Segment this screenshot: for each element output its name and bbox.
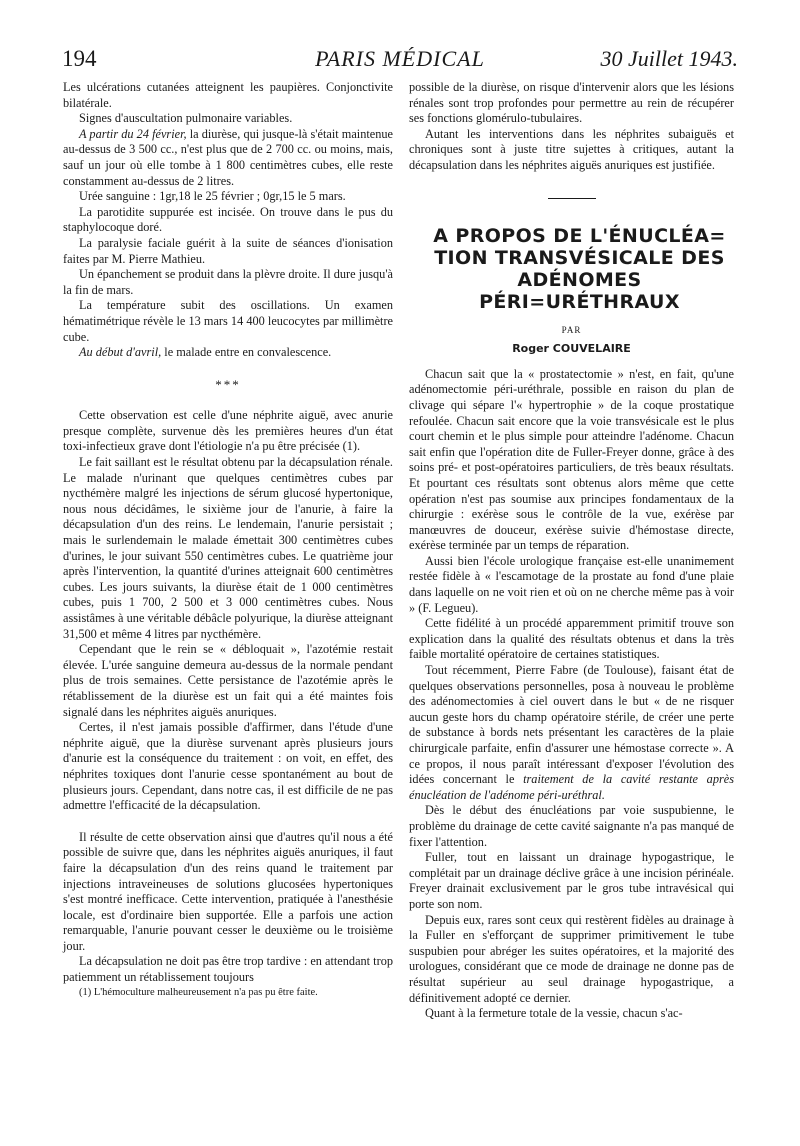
byline-par: PAR xyxy=(561,324,582,335)
article-title-line: PÉRI=URÉTHRAUX xyxy=(479,290,680,313)
paragraph xyxy=(409,663,734,803)
paragraph: Il résulte de cette observation ainsi que d'autres qu'il nous a été possible de suivre que, dans les néphrites aiguës anuriques, il faut faire la décapsulation d'un des reins quand le traitement par injections intraveineuses de solutions glucosées hypertoniques s'est montré inefficace. Cette intervention, pratiquée à l'anesthésie locale, est d'ordinaire bien supportée. Elle a parfois une action remarquable, l'anurie pouvant cesser le deuxième ou le troisième jour. xyxy=(63,829,393,953)
paragraph: Urée sanguine : 1gr,18 le 25 février ; 0gr,15 le 5 mars. xyxy=(79,189,346,204)
paragraph-text: le malade entre en convalescence. xyxy=(161,345,332,360)
paragraph xyxy=(63,345,393,361)
paragraph: Chacun sait que la « prostatectomie » n'est, en fait, qu'une adénomectomie péri-uréthrale, possible en raison du plan de clivage qui sépare l'« hypertrophie » de la coque prostatique refoulée. Chacun sait encore que la voie transvésicale est le plus court chemin et le plus simple pour atteindre l'adénome. Chacun sait enfin que l'opération dite de Fuller-Freyer donne, grâce à des soins pré- et post-opératoires particuliers, de très beaux résultats. Et pourtant ces résultats sont obtenus alors même que cette opération n'est pas soumise aux principes fondamentaux de la chirurgie : exérèse sous le contrôle de la vue, exérèse par manœuvres de douceur, exérèse suivie d'hémostase directe, exérèse terminée par un temps de réparation. xyxy=(409,366,734,553)
paragraph: Dès le début des énucléations par voie suspubienne, le problème du drainage de cette cavité saignante n'a pas manqué de fixer l'attention. xyxy=(409,803,734,849)
paragraph: Un épanchement se produit dans la plèvre droite. Il dure jusqu'à la fin de mars. xyxy=(63,267,393,297)
paragraph: La parotidite suppurée est incisée. On trouve dans le pus du staphylocoque doré. xyxy=(63,204,393,235)
paragraph: Signes d'auscultation pulmonaire variables. xyxy=(79,111,293,126)
paragraph: Les ulcérations cutanées atteignent les paupières. Conjonctivite bilatérale. xyxy=(63,80,393,110)
issue-date: 30 Juillet 1943. xyxy=(600,46,738,71)
emphasis: A partir du 24 février, xyxy=(79,126,187,141)
paragraph: Aussi bien l'école urologique française est-elle unanimement restée fidèle à « l'escamotage de la prostate au fond d'une plaie dans laquelle on ne voit rien et où on ne cherche même pas à voir » (F. Legueu). xyxy=(409,553,734,615)
paragraph: Le fait saillant est le résultat obtenu par la décapsulation rénale. Le malade n'urinant que quelques centimètres cubes par nycthémère malgré les injections de sérum glucosé hypertonique, nous nous décidâmes, le sixième jour de l'anurie, à faire la décapsulation d'un des reins. Le lendemain, l'anurie persistait ; mais le surlendemain le malade émettait 300 centimètres cubes d'urines, le jour suivant 550 centimètres cubes. Le quatrième jour après l'intervention, la quantité d'urines atteignait 600 centimètres cubes. Les jours suivants, la diurèse était de 1 000 centimètres cubes, puis 1 700, 2 500 et 3 000 centimètres cubes. Nous assistâmes à une véritable débâcle polyurique, la diurèse atteignant 31,500 et même 4 litres par nycthémère. xyxy=(63,455,393,641)
right-column xyxy=(409,80,734,1022)
paragraph: Depuis eux, rares sont ceux qui restèrent fidèles au drainage à la Fuller en s'efforçant de supprimer primitivement le tube suspubien pour abréger les suites opératoires, et la majorité des urologues, considérant que ce mode de drainage ne donne pas de résultat supérieur au seul drainage hypogastrique, a définitivement adopté ce dernier. xyxy=(409,912,734,1005)
page-header xyxy=(62,44,738,78)
paragraph-gap xyxy=(63,814,393,830)
section-divider xyxy=(548,198,596,199)
paragraph: La température subit des oscillations. Un examen hématimétrique révèle le 13 mars 14 400 leucocytes par millimètre cube. xyxy=(63,298,393,344)
paragraph-text: la diurèse, qui jusque-là s'était maintenue au-dessus de 3 500 cc., n'est plus que de 2 700 cc. ou moins, mais, sauf un jour où elle tombe à 1 800 centimètres cubes, elle reste constamment au-dessus de 2 litres. xyxy=(63,126,393,188)
paragraph: Fuller, tout en laissant un drainage hypogastrique, le complétait par un drainage déclive grâce à une incision périnéale. Freyer drainait exclusivement par le gros tube intravésical qui porte son nom. xyxy=(409,850,734,911)
footnote: (1) L'hémoculture malheureusement n'a pas pu être faite. xyxy=(79,986,318,998)
paragraph: Cette fidélité à un procédé apparemment primitif trouve son explication dans la qualité des résultats obtenus et dans la très faible mortalité opératoire de certaines statistiques. xyxy=(409,616,734,662)
emphasis: Au début d'avril, xyxy=(79,345,162,360)
paragraph: Certes, il n'est jamais possible d'affirmer, dans l'étude d'une néphrite aiguë, que la diurèse survenant après plusieurs jours d'anurie est la conséquence du traitement : on voit, en effet, des néphrites toxiques dont l'anurie cesse spontanément au bout de plusieurs jours. Cependant, dans notre cas, il est difficile de ne pas admettre l'efficacité de la décapsulation. xyxy=(63,720,393,813)
left-column xyxy=(63,80,393,999)
paragraph: Cependant que le rein se « débloquait », l'azotémie restait élevée. L'urée sanguine demeura au-dessus de la normale pendant plus de trois semaines. Cette persistance de l'azotémie après le rétablissement de la diurèse est un fait qui a été maintes fois signalé dans les néphrites aiguës anuriques. xyxy=(63,642,393,719)
article-title-line: A PROPOS DE L'ÉNUCLÉA= xyxy=(433,224,726,247)
paragraph: Autant les interventions dans les néphrites subaiguës et chroniques sont à juste titre sujettes à critiques, autant la décapsulation dans les néphrites aiguës anuriques est justifiée. xyxy=(409,126,734,172)
paragraph: Cette observation est celle d'une néphrite aiguë, avec anurie presque complète, survenue dès les premières heures d'un état toxi-infectieux grave dont l'étiologie n'a pu être précisée (1). xyxy=(63,408,393,454)
section-separator-stars: *** xyxy=(215,376,241,392)
paragraph xyxy=(63,127,393,189)
paragraph-text: Tout récemment, Pierre Fabre (de Toulouse), faisant état de quelques observations personnelles, posa à nouveau le problème des adénomectomies à ciel ouvert dans le but « de ne risquer aucun geste hors du champ opératoire stérile, de créer une perte de substance à bords nets présentant les caractères de la plaie chirurgicale parfaite, enfin d'assurer une hémostase correcte ». A ce propos, il nous paraît intéressant d'exposer l'évolution des idées concernant le xyxy=(409,663,734,787)
journal-title: PARIS MÉDICAL xyxy=(315,46,485,71)
paragraph: La décapsulation ne doit pas être trop tardive : en attendant trop patiemment un rétablissement toujours xyxy=(63,954,393,985)
emphasis: traitement de la cavité restante après énucléation de l'adénome péri-uréthral. xyxy=(409,772,734,802)
paragraph: Quant à la fermeture totale de la vessie, chacun s'ac- xyxy=(425,1006,683,1021)
paragraph: La paralysie faciale guérit à la suite de séances d'ionisation faites par M. Pierre Mathieu. xyxy=(63,235,393,266)
article-title-line: TION TRANSVÉSICALE DES xyxy=(434,246,725,269)
article-author: Roger COUVELAIRE xyxy=(512,342,631,356)
page-number: 194 xyxy=(62,46,97,71)
article-title-line: ADÉNOMES xyxy=(517,268,642,291)
article-title xyxy=(409,225,734,313)
paragraph: possible de la diurèse, on risque d'intervenir alors que les lésions rénales sont trop profondes pour permettre au rein de récupérer ses fonctions glomérulo-tubulaires. xyxy=(409,80,734,126)
